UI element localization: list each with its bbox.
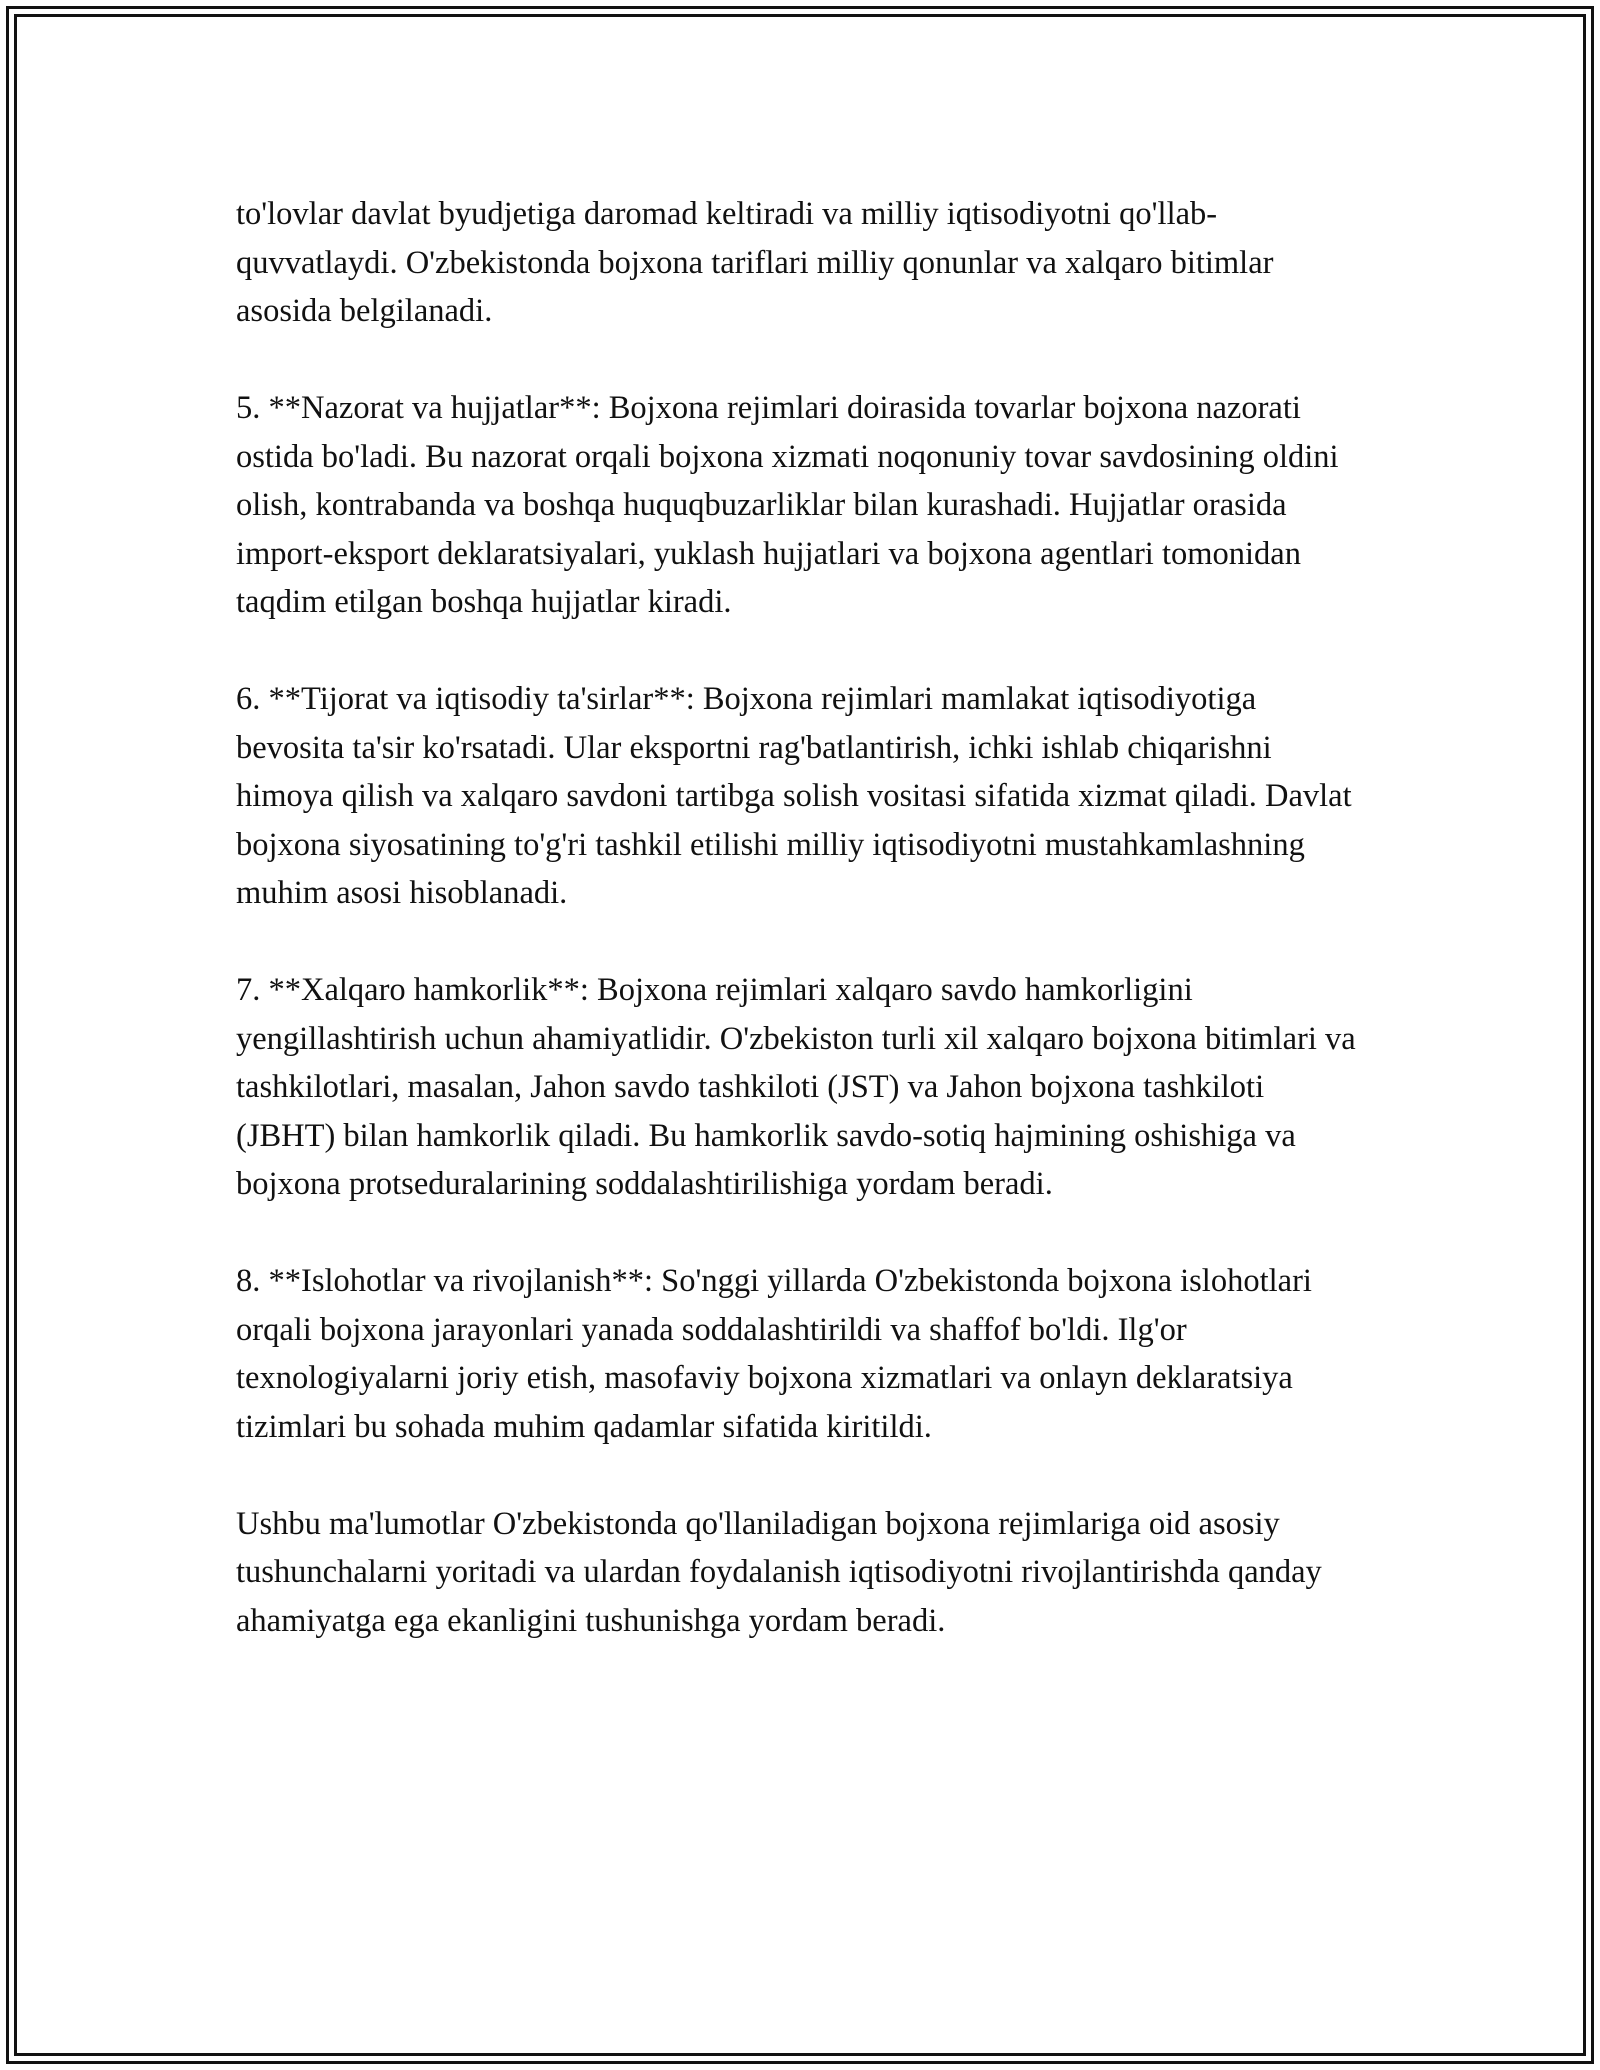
paragraph-reforms-and-development: 8. **Islohotlar va rivojlanish**: So'nggi yillarda O'zbekistonda bojxona islohotlari orqali bojxona jarayonlari yanada soddalashtirildi va shaffof bo'ldi. Ilg'or texnologiyalarni joriy etish, masofaviy bojxona xizmatlari va onlayn deklaratsiya tizimlari bu sohada muhim qadamlar sifatida kiritildi. — [236, 1263, 1312, 1445]
paragraph-conclusion: Ushbu ma'lumotlar O'zbekistonda qo'llaniladigan bojxona rejimlariga oid asosiy tushunchalarni yoritadi va ulardan foydalanish iqtisodiyotni rivojlantirishda qanday ahamiyatga ega ekanligini tushunishga yordam beradi. — [236, 1505, 1322, 1639]
paragraph-trade-and-economic-effects: 6. **Tijorat va iqtisodiy ta'sirlar**: Bojxona rejimlari mamlakat iqtisodiyotiga bevosita ta'sir ko'rsatadi. Ular eksportni rag'batlantirish, ichki ishlab chiqarishni himoya qilish va xalqaro savdoni tartibga solish vositasi sifatida xizmat qiladi. Davlat bojxona siyosatining to'g'ri tashkil etilishi milliy iqtisodiyotni mustahkamlashning muhim asosi hisoblanadi. — [236, 681, 1352, 911]
paragraph-control-and-documents: 5. **Nazorat va hujjatlar**: Bojxona rejimlari doirasida tovarlar bojxona nazorati ostida bo'ladi. Bu nazorat orqali bojxona xizmati noqonuniy tovar savdosining oldini olish, kontrabanda va boshqa huquqbuzarliklar bilan kurashadi. Hujjatlar orasida import-eksport deklaratsiyalari, yuklash hujjatlari va bojxona agentlari tomonidan taqdim etilgan boshqa hujjatlar kiradi. — [236, 390, 1339, 620]
paragraph-international-cooperation: 7. **Xalqaro hamkorlik**: Bojxona rejimlari xalqaro savdo hamkorligini yengillashtirish uchun ahamiyatlidir. O'zbekiston turli xil xalqaro bojxona bitimlari va tashkilotlari, masalan, Jahon savdo tashkiloti (JST) va Jahon bojxona tashkiloti (JBHT) bilan hamkorlik qiladi. Bu hamkorlik savdo-sotiq hajmining oshishiga va bojxona protseduralarining soddalashtirilishiga yordam beradi. — [236, 972, 1356, 1202]
paragraph-tariffs-continuation: to'lovlar davlat byudjetiga daromad keltiradi va milliy iqtisodiyotni qo'llab-quvvatlaydi. O'zbekistonda bojxona tariflari milliy qonunlar va xalqaro bitimlar asosida belgilanadi. — [236, 196, 1274, 329]
document-body — [236, 190, 1366, 1645]
